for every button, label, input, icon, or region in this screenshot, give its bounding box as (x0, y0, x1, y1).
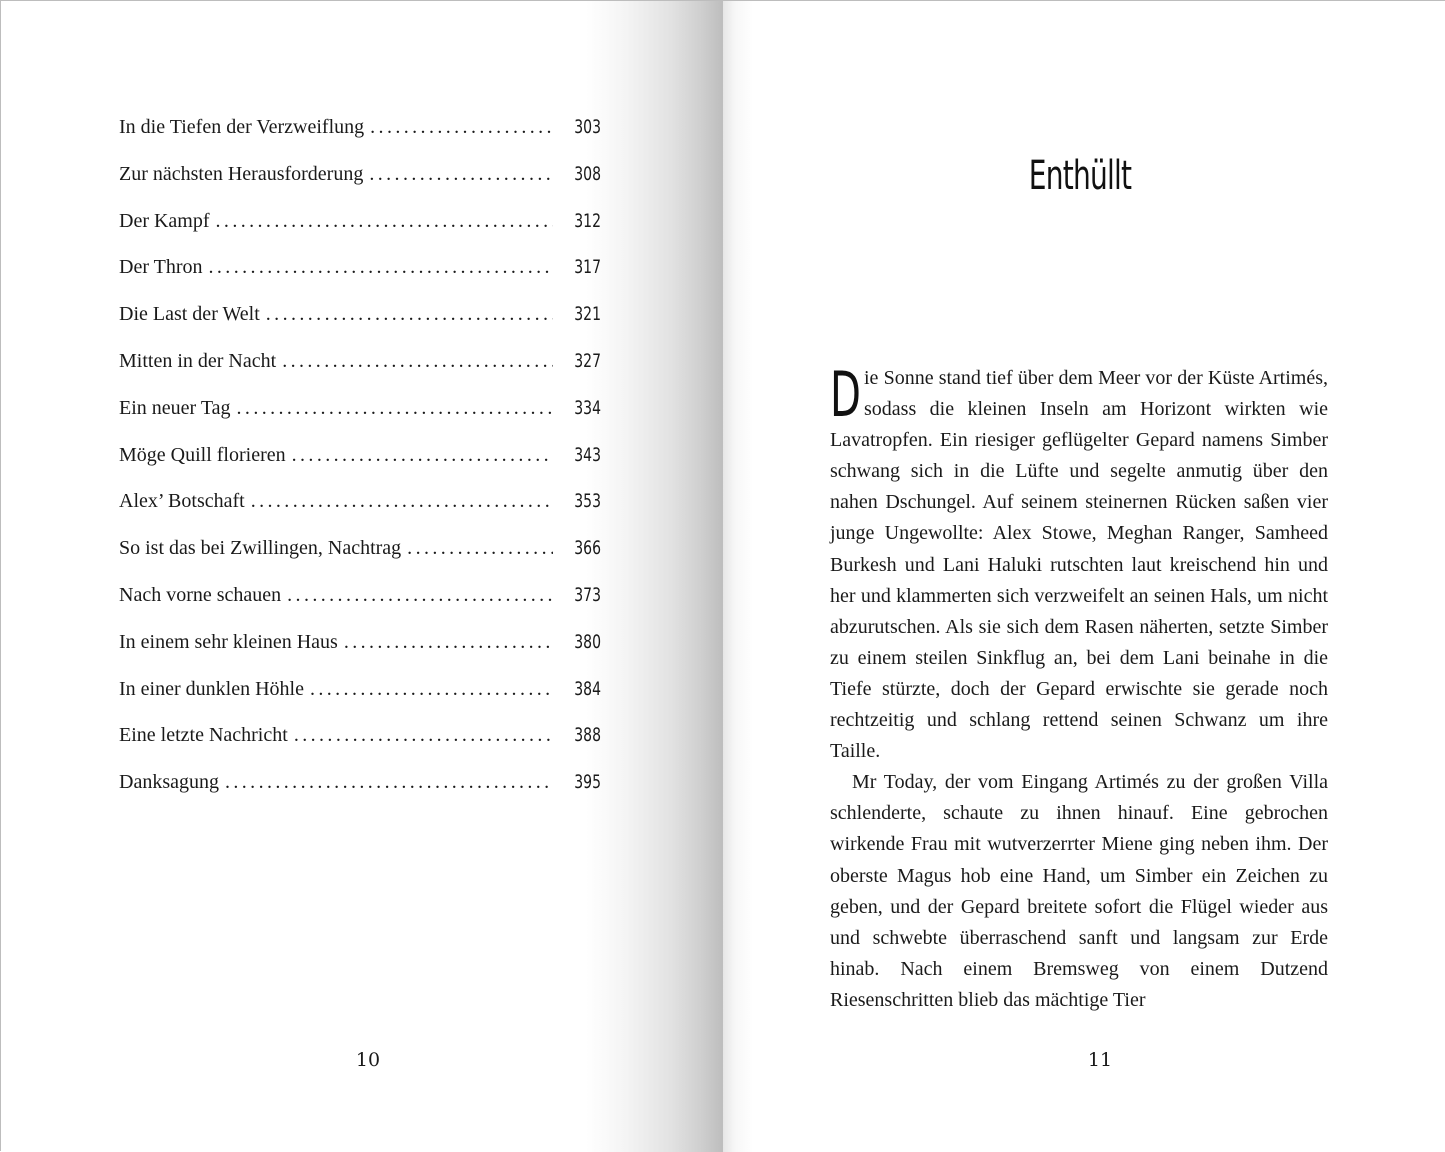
chapter-body (830, 358, 1328, 1016)
toc-dot-leader (209, 249, 554, 285)
left-page (1, 1, 723, 1152)
toc-dot-leader (287, 577, 553, 613)
toc-entry-page: 353 (574, 490, 601, 513)
toc-entry-title: Eine letzte Nachricht (119, 724, 288, 747)
toc-entry-title: In einer dunklen Höhle (119, 677, 304, 700)
table-of-contents (119, 109, 601, 811)
toc-entry-title: Der Thron (119, 256, 203, 279)
toc-dot-leader (292, 437, 553, 473)
toc-dot-leader (407, 530, 553, 566)
page-number-right: 11 (1087, 1049, 1113, 1071)
toc-entry-title: So ist das bei Zwillingen, Nachtrag (119, 537, 402, 560)
paragraph-1 (830, 358, 1328, 767)
toc-entry-page: 395 (574, 771, 601, 794)
toc-dot-leader (294, 717, 553, 753)
paragraph-2: Mr Today, der vom Eingang Artimés zu der großen Villa schlenderte, schaute zu ihnen hinauf. Eine gebrochen wirkende Frau mit wutverzerrter Miene ging neben ihm. Der oberste Magus hob eine Hand, um Simber ein Zeichen zu geben, und der Gepard breitete sofort die Flügel wieder aus und schwebte überraschend sanft und langsam zur Erde hinab. Nach einem Bremsweg von einem Dutzend Riesenschritten blieb das mächtige Tier (830, 771, 1328, 1011)
toc-entry (119, 624, 601, 671)
toc-entry (119, 577, 601, 624)
toc-dot-leader (225, 764, 553, 800)
toc-entry-page: 312 (574, 209, 601, 232)
toc-entry-title: Nach vorne schauen (119, 583, 282, 606)
toc-entry-page: 343 (574, 443, 601, 466)
toc-entry-page: 384 (574, 677, 601, 700)
toc-entry-page: 308 (574, 162, 601, 185)
toc-entry-page: 327 (574, 349, 601, 372)
toc-dot-leader (282, 343, 553, 379)
toc-entry (119, 671, 601, 718)
toc-entry (119, 343, 601, 390)
paragraph-1-text: ie Sonne stand tief über dem Meer vor der Küste Artimés, sodass die kleinen Inseln am Horizont wirkten wie Lavatropfen. Ein riesiger geflügelter Gepard namens Simber schwang sich in die Lüfte und segelte anmutig über den nahen Dschungel. Auf seinem steinernen Rücken saßen vier junge Ungewollte: Alex Stowe, Meghan Ranger, Samheed Burkesh und Lani Haluki rutschten laut kreischend hin und her und klammerten sich verzweifelt an seinen Hals, um nicht abzurutschen. Als sie sich dem Rasen näherten, setzte Simber zu einem steilen Sinkflug an, bei dem Lani beinahe in die Tiefe stürzte, doch der Gepard erwischte sie gerade noch rechtzeitig und schlang rettend seinen Schwanz um ihre Taille. (830, 367, 1328, 763)
toc-entry-page: 303 (574, 116, 601, 138)
toc-entry (119, 249, 601, 296)
toc-dot-leader (237, 390, 553, 426)
toc-entry-page: 334 (574, 396, 601, 419)
toc-entry-page: 373 (574, 583, 601, 606)
chapter-title: Enthüllt (1028, 153, 1132, 199)
toc-entry-page: 317 (574, 256, 601, 279)
toc-entry-title: Zur nächsten Herausforderung (119, 162, 364, 185)
toc-entry-page: 366 (574, 537, 601, 560)
toc-entry-title: Möge Quill florieren (119, 443, 286, 466)
toc-entry (119, 530, 601, 577)
toc-entry (119, 390, 601, 437)
toc-entry (119, 764, 601, 811)
toc-entry (119, 203, 601, 250)
toc-entry-title: Mitten in der Nacht (119, 349, 277, 372)
toc-entry-page: 321 (574, 303, 601, 326)
toc-entry-page: 388 (574, 724, 601, 747)
toc-entry-title: Alex’ Botschaft (119, 490, 245, 513)
toc-dot-leader (266, 296, 553, 332)
page-number-left: 10 (355, 1049, 381, 1071)
toc-entry-title: In einem sehr kleinen Haus (119, 630, 338, 653)
toc-dot-leader (369, 156, 553, 192)
right-page (723, 1, 1445, 1152)
toc-dot-leader (310, 671, 553, 707)
toc-entry (119, 296, 601, 343)
toc-entry (119, 717, 601, 764)
drop-cap: D (830, 358, 861, 431)
toc-entry-title: Ein neuer Tag (119, 396, 231, 419)
toc-entry-title: Die Last der Welt (119, 303, 260, 326)
toc-entry (119, 483, 601, 530)
toc-entry-page: 380 (574, 630, 601, 653)
toc-dot-leader (251, 483, 553, 519)
toc-dot-leader (370, 109, 553, 145)
toc-dot-leader (344, 624, 553, 660)
toc-entry-title: Danksagung (119, 771, 219, 794)
toc-entry (119, 109, 601, 156)
toc-entry (119, 156, 601, 203)
toc-entry-title: In die Tiefen der Verzweiflung (119, 116, 365, 138)
toc-entry-title: Der Kampf (119, 209, 210, 232)
toc-entry (119, 437, 601, 484)
toc-dot-leader (216, 203, 553, 239)
